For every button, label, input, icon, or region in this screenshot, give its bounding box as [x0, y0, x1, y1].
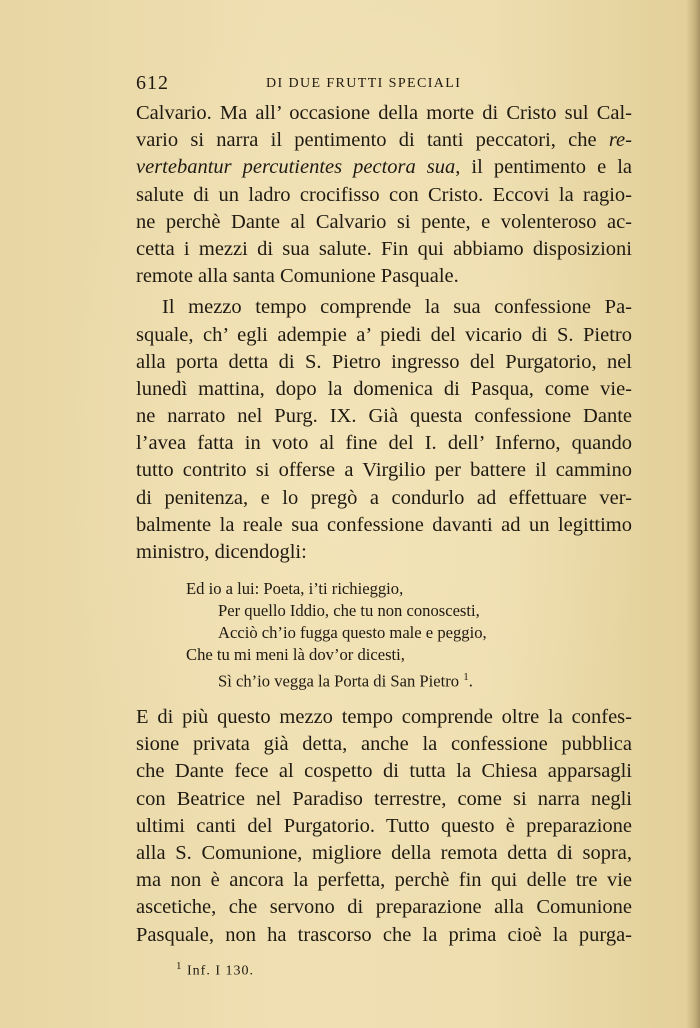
text-line: alla porta detta di S. Pietro ingresso del Purgatorio, nel — [136, 350, 632, 373]
text-line: Pasquale, non ha trascorso che la prima cioè la purga- — [136, 923, 632, 946]
text-line: ministro, dicendogli: — [136, 541, 307, 563]
footnote-number: 1 — [176, 960, 183, 972]
verse-line: Acciò ch’io fugga questo male e peggio, — [218, 623, 487, 642]
text-line: tutto contrito si offerse a Virgilio per battere il cammino — [136, 459, 632, 482]
text-line: l’avea fatta in voto al fine del I. dell’ Inferno, quando — [136, 432, 632, 455]
text-line: ne narrato nel Purg. IX. Già questa confessione Dante — [136, 405, 632, 428]
page-edge-shadow — [686, 0, 700, 1028]
text-line: vertebantur percutientes pectora sua, il pentimento e la — [136, 156, 632, 179]
main-text-lower — [136, 704, 632, 949]
text-line: ascetiche, che servono di preparazione alla Comunione — [136, 896, 632, 919]
text-line: cetta i mezzi di sua salute. Fin qui abbiamo disposizioni — [136, 237, 632, 260]
text-line: con Beatrice nel Paradiso terrestre, come si narra negli — [136, 787, 632, 810]
text-line: remote alla santa Comunione Pasquale. — [136, 265, 459, 288]
verse-line: Che tu mi meni là dov’or dicesti, — [186, 645, 405, 664]
text-line: Calvario. Ma all’ occasione della morte di Cristo sul Cal- — [136, 102, 632, 124]
text-line: alla S. Comunione, migliore della remota detta di sopra, — [136, 841, 632, 864]
text-line: lunedì mattina, dopo la domenica di Pasqua, come vie- — [136, 377, 632, 400]
verse-line: Ed io a lui: Poeta, i’ti richieggio, — [186, 579, 404, 598]
text-line: E di più questo mezzo tempo comprende oltre la confes- — [136, 706, 632, 728]
text-line: balmente la reale sua confessione davanti ad un legittimo — [136, 513, 632, 536]
verse-line: Per quello Iddio, che tu non conoscesti, — [218, 601, 480, 620]
text-line: che Dante fece al cospetto di tutta la Chiesa apparsagli — [136, 760, 632, 783]
main-text-upper — [136, 100, 632, 566]
footnote-text: Inf. I 130. — [187, 963, 254, 979]
text-line: salute di un ladro crocifisso con Cristo. Eccovi la ragio- — [136, 183, 632, 206]
text-line: vario si narra il pentimento di tanti peccatori, che re- — [136, 129, 632, 152]
page-number: 612 — [136, 72, 169, 94]
running-header — [136, 72, 634, 96]
text-line: ultimi canti del Purgatorio. Tutto questo è preparazione — [136, 814, 632, 837]
footnote-marker: 1 — [463, 671, 469, 683]
text-line: sione privata già detta, anche la confessione pubblica — [136, 733, 632, 756]
footnote — [176, 960, 254, 980]
text-line: ne perchè Dante al Calvario si pente, e volenteroso ac- — [136, 210, 632, 233]
verse-quotation — [186, 578, 487, 693]
verse-line: Sì ch’io vegga la Porta di San Pietro $^1$. — [218, 671, 473, 691]
text-line: di penitenza, e lo pregò a condurlo ad effettuare ver- — [136, 486, 632, 509]
text-line: squale, ch’ egli adempie a’ piedi del vicario di S. Pietro — [136, 323, 632, 346]
running-title: DI DUE FRUTTI SPECIALI — [266, 76, 462, 91]
text-line: ma non è ancora la perfetta, perchè fin qui delle tre vie — [136, 869, 632, 892]
text-line: Il mezzo tempo comprende la sua confessione Pa- — [162, 296, 632, 319]
